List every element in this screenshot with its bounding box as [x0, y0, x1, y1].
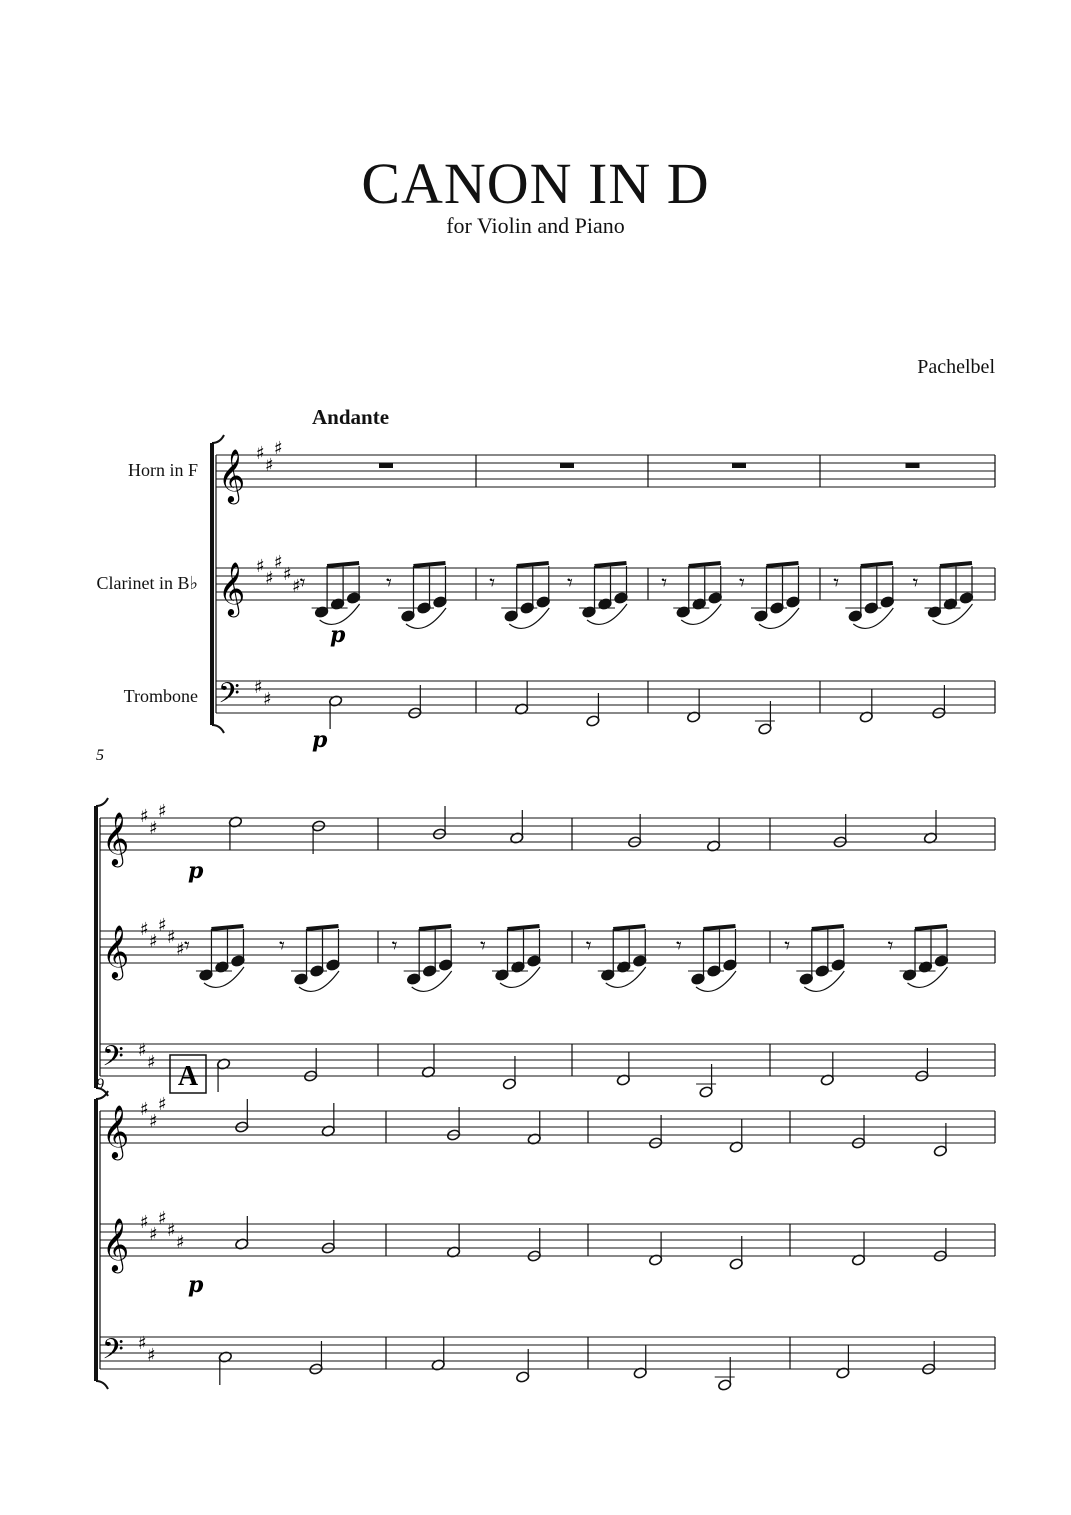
rehearsal-mark — [170, 1055, 206, 1093]
instrument-label-clarinet: Clarinet in B♭ — [96, 573, 198, 593]
rest-icon: 𝄾 — [676, 934, 682, 959]
measure-number: 9 — [96, 1076, 104, 1093]
sharp-icon: ♯ — [149, 818, 158, 839]
sharp-icon: ♯ — [140, 1099, 149, 1120]
beam — [517, 563, 549, 566]
sharp-icon: ♯ — [283, 564, 292, 585]
rest-icon: 𝄾 — [567, 571, 573, 596]
sharp-icon: ♯ — [167, 927, 176, 948]
sharp-icon: ♯ — [138, 1040, 147, 1061]
rest-icon: 𝄾 — [739, 571, 745, 596]
sharp-icon: ♯ — [147, 1052, 156, 1073]
tempo-marking: Andante — [312, 405, 390, 429]
system — [212, 435, 995, 753]
sharp-icon: ♯ — [149, 1111, 158, 1132]
beam — [767, 563, 799, 566]
beam — [307, 926, 339, 929]
rest-icon: 𝄾 — [912, 571, 919, 596]
measure-number: 5 — [96, 747, 104, 764]
rest-icon: 𝄾 — [784, 934, 791, 959]
treble-clef-icon: 𝄞 — [102, 811, 130, 865]
sharp-icon: ♯ — [265, 455, 274, 476]
sharp-icon: ♯ — [140, 919, 149, 940]
sharp-icon: ♯ — [292, 576, 301, 597]
instrument-label-horn: Horn in F — [127, 460, 198, 480]
treble-clef-icon: 𝄞 — [218, 561, 246, 615]
system-bracket — [212, 435, 224, 443]
rest-icon: 𝄾 — [480, 934, 486, 959]
rest-icon: 𝄾 — [661, 571, 668, 596]
bass-clef-icon: 𝄢 — [102, 1040, 124, 1080]
rest-icon: 𝄾 — [489, 571, 496, 596]
sharp-icon: ♯ — [149, 931, 158, 952]
rest-icon: 𝄾 — [279, 934, 285, 959]
rest-icon: 𝄾 — [391, 934, 398, 959]
sharp-icon: ♯ — [149, 1224, 158, 1245]
rest-icon: 𝄾 — [887, 934, 894, 959]
sharp-icon: ♯ — [274, 438, 283, 459]
sharp-icon: ♯ — [256, 443, 265, 464]
rest-icon: 𝄾 — [585, 934, 592, 959]
dynamic-marking: p — [312, 727, 328, 753]
dynamic-marking: p — [330, 622, 346, 648]
system — [96, 1091, 995, 1391]
system-bracket — [96, 798, 108, 806]
sharp-icon: ♯ — [176, 939, 185, 960]
sharp-icon: ♯ — [158, 1208, 167, 1229]
sharp-icon: ♯ — [140, 1212, 149, 1233]
system-bracket — [96, 1381, 108, 1389]
sharp-icon: ♯ — [256, 556, 265, 577]
rest-icon — [379, 463, 393, 468]
rest-icon: 𝄾 — [299, 571, 306, 596]
dynamic-marking: p — [188, 858, 204, 884]
treble-clef-icon: 𝄞 — [218, 448, 246, 502]
bass-clef-icon: 𝄢 — [218, 677, 240, 717]
system-bracket — [212, 725, 224, 733]
sharp-icon: ♯ — [147, 1345, 156, 1366]
sharp-icon: ♯ — [265, 568, 274, 589]
sharp-icon: ♯ — [167, 1220, 176, 1241]
sharp-icon: ♯ — [263, 689, 272, 710]
beam — [613, 926, 645, 929]
page-subtitle: for Violin and Piano — [446, 213, 625, 238]
beam — [915, 926, 947, 929]
rest-icon — [732, 463, 746, 468]
sharp-icon: ♯ — [140, 806, 149, 827]
dynamic-marking: p — [188, 1272, 204, 1298]
beam — [211, 926, 243, 929]
sharp-icon: ♯ — [138, 1333, 147, 1354]
system — [96, 798, 995, 1098]
beam — [812, 926, 844, 929]
beam — [861, 563, 893, 566]
beam — [508, 926, 540, 929]
treble-clef-icon: 𝄞 — [102, 1104, 130, 1158]
bass-clef-icon: 𝄢 — [102, 1333, 124, 1373]
sharp-icon: ♯ — [274, 552, 283, 573]
svg-text:A: A — [177, 1061, 199, 1092]
treble-clef-icon: 𝄞 — [102, 1217, 130, 1271]
rest-icon — [560, 463, 574, 468]
beam — [414, 563, 446, 566]
sharp-icon: ♯ — [158, 915, 167, 936]
rest-icon: 𝄾 — [386, 571, 392, 596]
sharp-icon: ♯ — [176, 1232, 185, 1253]
beam — [689, 563, 721, 566]
sharp-icon: ♯ — [254, 677, 263, 698]
beam — [419, 926, 451, 929]
sharp-icon: ♯ — [158, 801, 167, 822]
page-title: CANON IN D — [361, 151, 710, 216]
beam — [704, 926, 736, 929]
rest-icon: 𝄾 — [833, 571, 840, 596]
beam — [327, 563, 359, 566]
rest-icon — [906, 463, 920, 468]
beam — [595, 563, 627, 566]
beam — [940, 563, 972, 566]
composer-name: Pachelbel — [917, 356, 995, 378]
treble-clef-icon: 𝄞 — [102, 924, 130, 978]
sharp-icon: ♯ — [158, 1094, 167, 1115]
rest-icon: 𝄾 — [183, 934, 190, 959]
instrument-label-trombone: Trombone — [123, 686, 198, 706]
